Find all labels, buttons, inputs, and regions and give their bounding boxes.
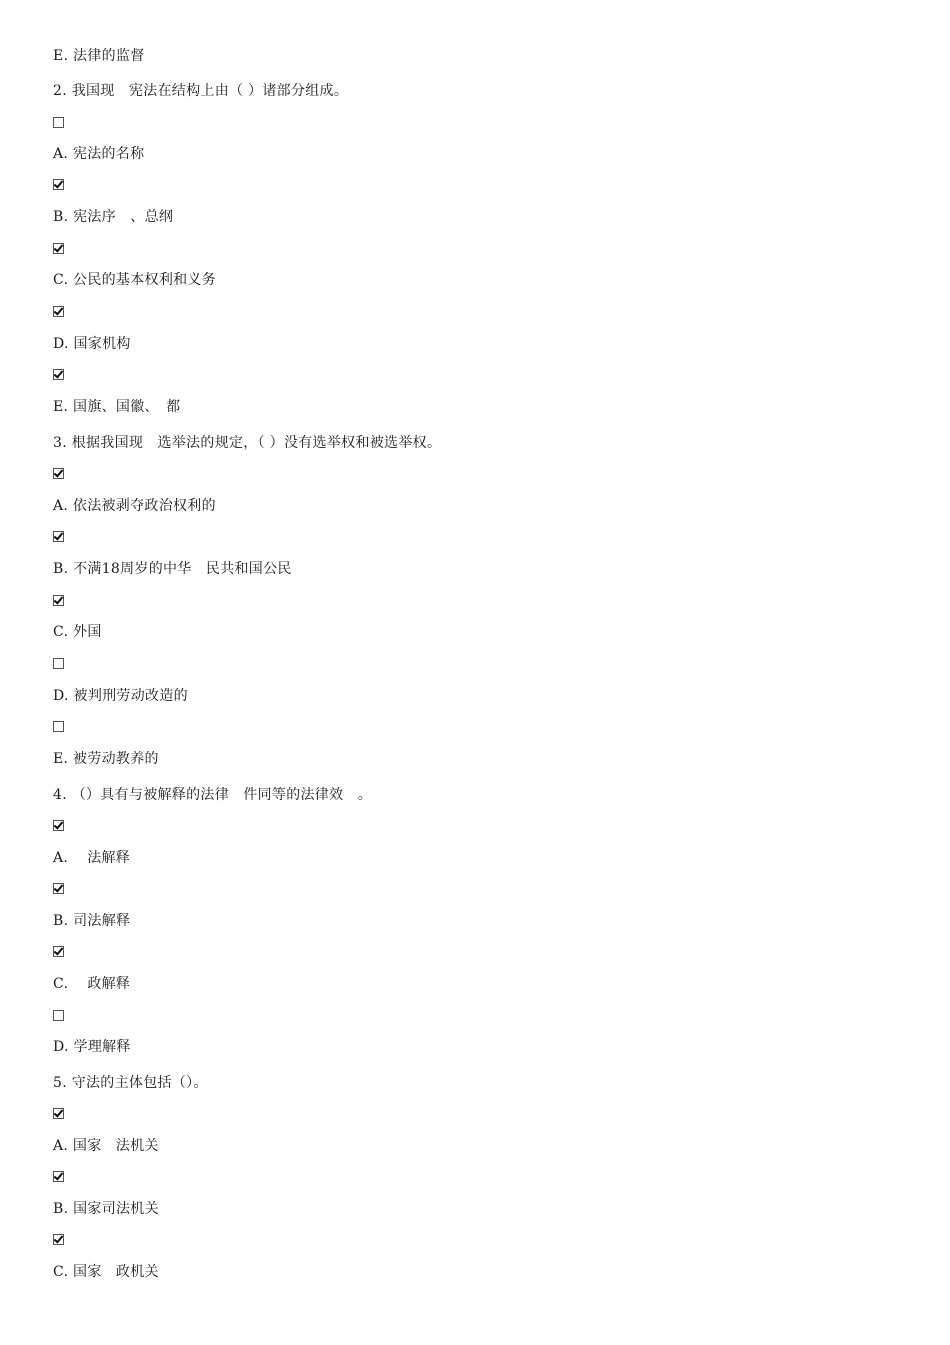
checkbox-checked[interactable] <box>53 1108 64 1119</box>
option-text: C. 外国 <box>53 624 102 640</box>
checkbox-checked[interactable] <box>53 595 64 606</box>
checkbox-checked[interactable] <box>53 243 64 254</box>
checkbox-unchecked[interactable] <box>53 117 64 128</box>
option-text: B. 司法解释 <box>53 913 131 929</box>
question-2-text: 2. 我国现 宪法在结构上由（ ）诸部分组成。 <box>53 83 349 99</box>
checkbox-checked[interactable] <box>53 883 64 894</box>
checkbox-checked[interactable] <box>53 946 64 957</box>
checkbox-checked[interactable] <box>53 179 64 190</box>
option-text: B. 宪法序 、总纲 <box>53 209 174 225</box>
option-text: A. 国家 法机关 <box>53 1138 159 1154</box>
checkbox-unchecked[interactable] <box>53 721 64 732</box>
option-text: A. 依法被剥夺政治权利的 <box>53 498 216 514</box>
checkbox-checked[interactable] <box>53 820 64 831</box>
checkbox-checked[interactable] <box>53 1234 64 1245</box>
option-text: E. 国旗、国徽、 都 <box>53 399 181 415</box>
checkbox-checked[interactable] <box>53 468 64 479</box>
checkbox-unchecked[interactable] <box>53 1010 64 1021</box>
option-text: A. 宪法的名称 <box>53 146 145 162</box>
question-5-text: 5. 守法的主体包括（）。 <box>53 1075 208 1091</box>
option-text: D. 被判刑劳动改造的 <box>53 688 188 704</box>
option-text: C. 国家 政机关 <box>53 1264 159 1280</box>
option-text: A. 法解释 <box>53 850 131 866</box>
checkbox-checked[interactable] <box>53 1171 64 1182</box>
checkbox-checked[interactable] <box>53 306 64 317</box>
option-text: D. 学理解释 <box>53 1039 131 1055</box>
checkbox-unchecked[interactable] <box>53 658 64 669</box>
option-text: B. 不满18周岁的中华 民共和国公民 <box>53 561 292 577</box>
option-text: E. 法律的监督 <box>53 48 145 64</box>
option-text: E. 被劳动教养的 <box>53 751 159 767</box>
option-text: B. 国家司法机关 <box>53 1201 159 1217</box>
option-text: C. 公民的基本权利和义务 <box>53 272 217 288</box>
checkbox-checked[interactable] <box>53 369 64 380</box>
checkbox-checked[interactable] <box>53 531 64 542</box>
question-3-text: 3. 根据我国现 选举法的规定，（ ）没有选举权和被选举权。 <box>53 435 442 451</box>
question-4-text: 4. （）具有与被解释的法律 件同等的法律效 。 <box>53 787 373 803</box>
option-text: D. 国家机构 <box>53 336 131 352</box>
option-text: C. 政解释 <box>53 976 131 992</box>
